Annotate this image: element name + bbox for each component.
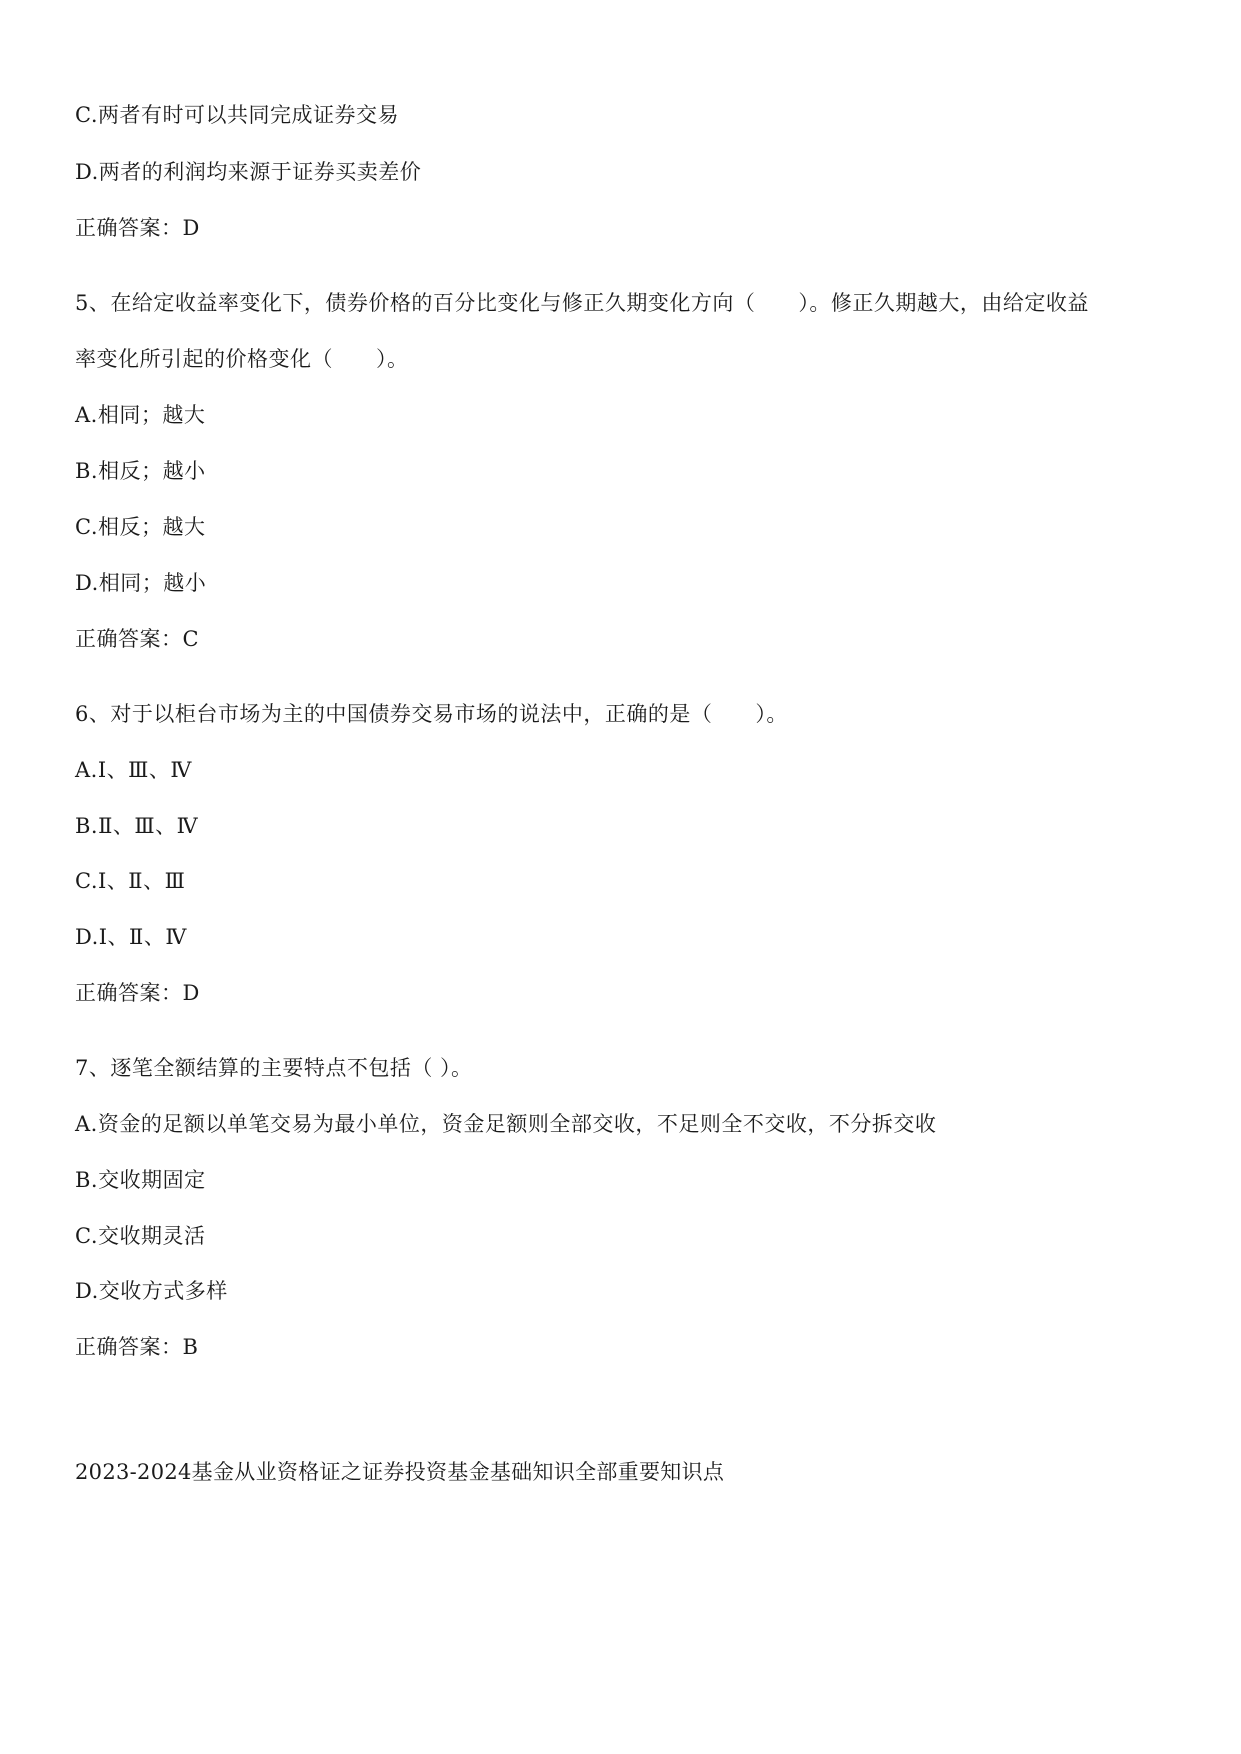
q6-option-c: C.Ⅰ、Ⅱ、Ⅲ — [75, 869, 186, 893]
q7-question: 7、逐笔全额结算的主要特点不包括（ ）。 — [75, 1056, 473, 1080]
q5-option-c: C.相反；越大 — [75, 515, 206, 539]
q4-answer: 正确答案：D — [75, 216, 200, 240]
q4-option-d: D.两者的利润均来源于证券买卖差价 — [75, 160, 422, 184]
q6-option-b: B.Ⅱ、Ⅲ、Ⅳ — [75, 814, 199, 838]
q7-option-c: C.交收期灵活 — [75, 1224, 206, 1248]
q7-option-d: D.交收方式多样 — [75, 1279, 228, 1303]
document-footer-title: 2023-2024基金从业资格证之证券投资基金基础知识全部重要知识点 — [75, 1460, 725, 1484]
q7-option-a: A.资金的足额以单笔交易为最小单位，资金足额则全部交收，不足则全不交收，不分拆交收 — [75, 1112, 937, 1136]
q5-option-a: A.相同；越大 — [75, 403, 206, 427]
q7-answer: 正确答案：B — [75, 1335, 199, 1359]
q4-option-c: C.两者有时可以共同完成证券交易 — [75, 103, 399, 127]
q5-question-line-2: 率变化所引起的价格变化（ ）。 — [75, 347, 409, 371]
q5-option-b: B.相反；越小 — [75, 459, 206, 483]
q6-option-a: A.Ⅰ、Ⅲ、Ⅳ — [75, 758, 192, 782]
q6-answer: 正确答案：D — [75, 981, 200, 1005]
q5-answer: 正确答案：C — [75, 627, 200, 651]
q6-question: 6、对于以柜台市场为主的中国债券交易市场的说法中，正确的是（ ）。 — [75, 702, 788, 726]
q5-option-d: D.相同；越小 — [75, 571, 207, 595]
q7-option-b: B.交收期固定 — [75, 1168, 206, 1192]
q6-option-d: D.Ⅰ、Ⅱ、Ⅳ — [75, 925, 187, 949]
q5-question-line-1: 5、在给定收益率变化下，债券价格的百分比变化与修正久期变化方向（ ）。修正久期越大，由给定收益 — [75, 291, 1089, 315]
